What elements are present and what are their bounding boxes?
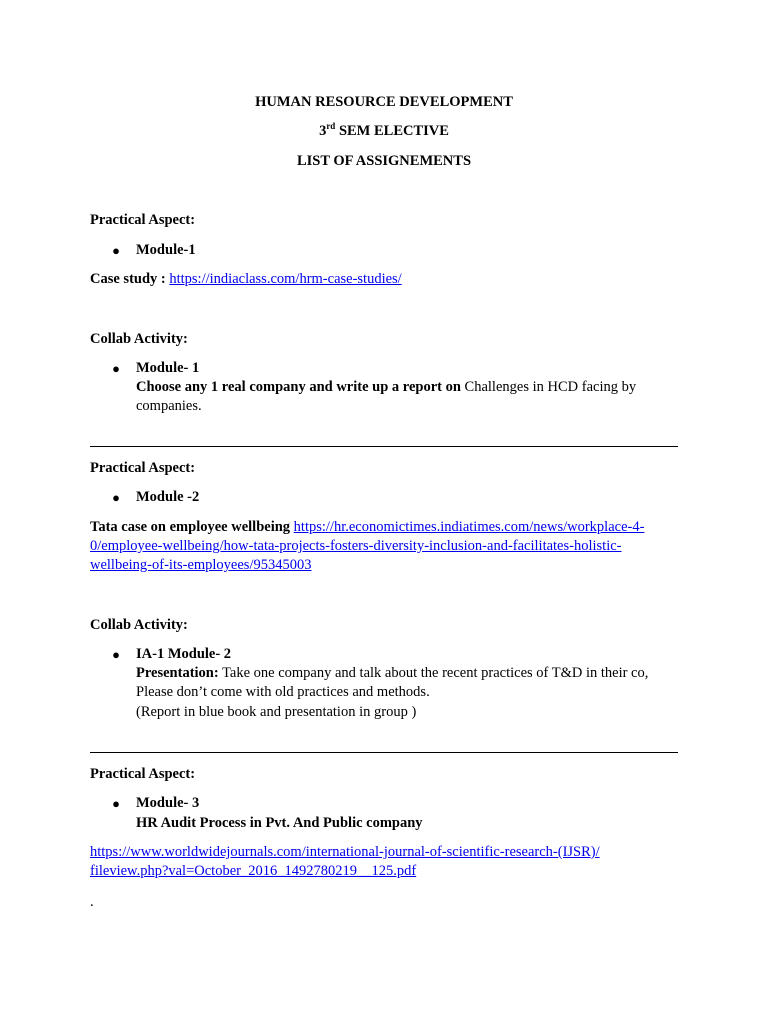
tata-case-link-part-3[interactable]: wellbeing-of-its-employees/95345003	[90, 557, 312, 573]
tata-link-line-3	[90, 556, 311, 576]
audit-link-part-2[interactable]: fileview.php?val=October_2016_1492780219__125.pdf	[90, 863, 417, 879]
tata-case-line	[90, 518, 644, 538]
presentation-text: Take one company and talk about the recent practices of T&D in their co,	[218, 665, 649, 681]
module-subtitle-3: HR Audit Process in Pvt. And Public company	[136, 815, 423, 831]
bullet-icon: ●	[112, 243, 120, 258]
collab-module-label-1: Module- 1	[136, 360, 200, 376]
collab-task-line	[136, 378, 636, 398]
presentation-label: Presentation:	[136, 665, 219, 681]
tata-link-line-2	[90, 537, 622, 557]
bullet-icon: ●	[112, 361, 120, 376]
trailing-dot: .	[90, 894, 94, 910]
collab-task-continuation: companies.	[136, 398, 202, 414]
presentation-line	[136, 664, 648, 684]
presentation-report-note: (Report in blue book and presentation in group )	[136, 704, 417, 720]
tata-case-label: Tata case on employee wellbeing	[90, 519, 294, 535]
collab-task-bold: Choose any 1 real company and write up a report on	[136, 379, 465, 395]
section-divider-1	[90, 446, 678, 447]
practical-aspect-heading-1: Practical Aspect:	[90, 212, 196, 228]
audit-link-line-2	[90, 862, 416, 882]
audit-link-part-1[interactable]: https://www.worldwidejournals.com/international-journal-of-scientific-research-(IJSR)/	[90, 844, 600, 860]
case-study-link[interactable]: https://indiaclass.com/hrm-case-studies/	[169, 271, 402, 287]
collab-module-label-2: IA-1 Module- 2	[136, 646, 232, 662]
document-title: HUMAN RESOURCE DEVELOPMENT	[255, 94, 513, 110]
collab-task-text: Challenges in HCD facing by	[464, 379, 637, 395]
module-label-1: Module-1	[136, 242, 196, 258]
semester-line	[0, 122, 768, 143]
tata-case-link-part-2[interactable]: 0/employee-wellbeing/how-tata-projects-fosters-diversity-inclusion-and-facilitates-holistic-	[90, 538, 622, 554]
audit-link-line-1	[90, 843, 600, 863]
bullet-icon: ●	[112, 796, 120, 811]
presentation-note: Please don’t come with old practices and methods.	[136, 684, 430, 700]
list-title: LIST OF ASSIGNEMENTS	[296, 153, 472, 169]
collab-activity-heading-1: Collab Activity:	[90, 331, 188, 347]
module-label-3: Module- 3	[136, 795, 200, 811]
bullet-icon: ●	[112, 647, 120, 662]
section-divider-2	[90, 752, 678, 753]
module-label-2: Module -2	[136, 489, 200, 505]
collab-activity-heading-2: Collab Activity:	[90, 617, 188, 633]
semester-suffix: rd	[326, 121, 336, 131]
bullet-icon: ●	[112, 490, 120, 505]
semester-number: 3	[319, 123, 327, 139]
tata-case-link-part-1[interactable]: https://hr.economictimes.indiatimes.com/news/workplace-4-	[293, 519, 645, 535]
practical-aspect-heading-3: Practical Aspect:	[90, 766, 196, 782]
practical-aspect-heading-2: Practical Aspect:	[90, 460, 196, 476]
semester-label: SEM ELECTIVE	[335, 123, 449, 139]
case-study-line	[90, 270, 402, 290]
case-study-label: Case study :	[90, 271, 170, 287]
